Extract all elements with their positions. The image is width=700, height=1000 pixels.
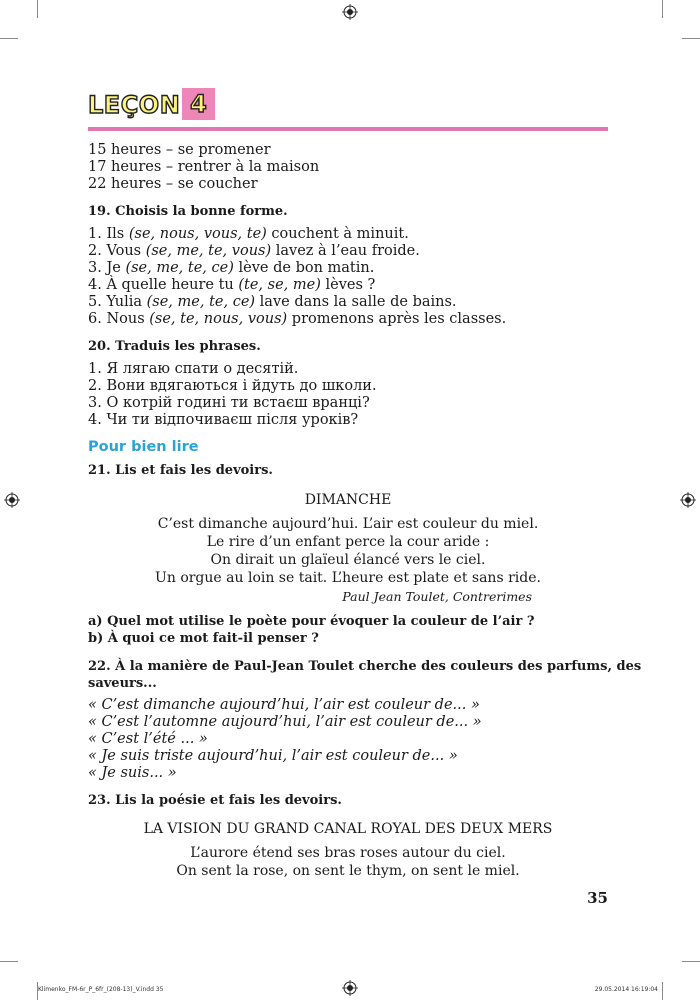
exercise-20-item: 4. Чи ти відпочиваєш після уроків? xyxy=(88,412,359,428)
section-heading: Pour bien lire xyxy=(88,439,199,455)
exercise-20-item: 2. Вони вдягаються і йдуть до школи. xyxy=(88,378,377,394)
exercise-22-title: 22. À la manière de Paul-Jean Toulet cherche des couleurs des parfums, des xyxy=(88,659,642,674)
poem-line: On sent la rose, on sent le thym, on sent le miel. xyxy=(176,863,520,879)
exercise-19-title: 19. Choisis la bonne forme. xyxy=(88,204,288,219)
poem-attribution: Paul Jean Toulet, Contrerimes xyxy=(342,589,532,604)
exercise-20-item: 1. Я лягаю спати о десятій. xyxy=(88,361,299,377)
exercise-20-item: 3. О котрій годині ти встаєш вранці? xyxy=(88,395,370,411)
schedule-line: 22 heures – se coucher xyxy=(88,176,258,192)
exercise-22-item: « C’est l’automne aujourd’hui, l’air est couleur de... » xyxy=(88,714,482,730)
exercise-21-question: b) À quoi ce mot fait-il penser ? xyxy=(88,631,319,646)
poem-line: Un orgue au loin se tait. L’heure est plate et sans ride. xyxy=(155,570,541,586)
exercise-22-item: « Je suis... » xyxy=(88,765,177,781)
poem-line: L’aurore étend ses bras roses autour du ciel. xyxy=(190,845,506,861)
print-slug-file: Klimenko_FM-6r_P_6fr_(208-13)_V.indd 35 xyxy=(38,986,164,993)
header-divider xyxy=(88,127,608,131)
poem-line: Le rire d’un enfant perce la cour aride : xyxy=(206,534,490,550)
exercise-22-item: « C’est dimanche aujourd’hui, l’air est couleur de... » xyxy=(88,697,480,713)
exercise-22-item: « C’est l’été ... » xyxy=(88,731,208,747)
exercise-23-title: 23. Lis la poésie et fais les devoirs. xyxy=(88,793,342,808)
poem-title: DIMANCHE xyxy=(304,492,392,508)
poem-title: LA VISION DU GRAND CANAL ROYAL DES DEUX MERS xyxy=(143,821,553,837)
exercise-20-title: 20. Traduis les phrases. xyxy=(88,339,261,354)
schedule-line: 15 heures – se promener xyxy=(88,142,271,158)
crop-mark-top-right xyxy=(662,0,663,18)
registration-mark-icon xyxy=(342,4,358,20)
print-slug-date: 29.05.2014 16:19:04 xyxy=(594,986,658,993)
schedule-line: 17 heures – rentrer à la maison xyxy=(88,159,320,175)
poem-line: C’est dimanche aujourd’hui. L’air est couleur du miel. xyxy=(157,516,539,532)
lesson-title: LEÇON xyxy=(88,91,181,119)
registration-mark-icon xyxy=(680,492,696,508)
crop-mark-left-top xyxy=(0,38,18,39)
poem-line: On dirait un glaïeul élancé vers le ciel. xyxy=(210,552,486,568)
exercise-19-item: 3. Je (se, me, te, ce) lève de bon matin. xyxy=(88,260,375,276)
exercise-22-item: « Je suis triste aujourd’hui, l’air est couleur de... » xyxy=(88,748,458,764)
crop-mark-right-bottom xyxy=(682,961,700,962)
exercise-19-item: 4. À quelle heure tu (te, se, me) lèves ? xyxy=(88,277,376,293)
lesson-number-badge: 4 xyxy=(182,88,215,120)
registration-mark-icon xyxy=(4,492,20,508)
registration-mark-icon xyxy=(342,980,358,996)
exercise-22-title: saveurs... xyxy=(88,676,157,691)
crop-mark-right-top xyxy=(682,38,700,39)
exercise-19-item: 2. Vous (se, me, te, vous) lavez à l’eau froide. xyxy=(88,243,420,259)
exercise-21-question: a) Quel mot utilise le poète pour évoquer la couleur de l’air ? xyxy=(88,614,535,629)
page-number: 35 xyxy=(587,889,608,907)
exercise-19-item: 6. Nous (se, te, nous, vous) promenons après les classes. xyxy=(88,311,507,327)
crop-mark-left-bottom xyxy=(0,961,18,962)
exercise-19-item: 1. Ils (se, nous, vous, te) couchent à minuit. xyxy=(88,226,409,242)
exercise-19-item: 5. Yulia (se, me, te, ce) lave dans la salle de bains. xyxy=(88,294,457,310)
crop-mark-top-left xyxy=(37,0,38,18)
crop-mark-bottom-right xyxy=(662,982,663,1000)
exercise-21-title: 21. Lis et fais les devoirs. xyxy=(88,463,273,478)
